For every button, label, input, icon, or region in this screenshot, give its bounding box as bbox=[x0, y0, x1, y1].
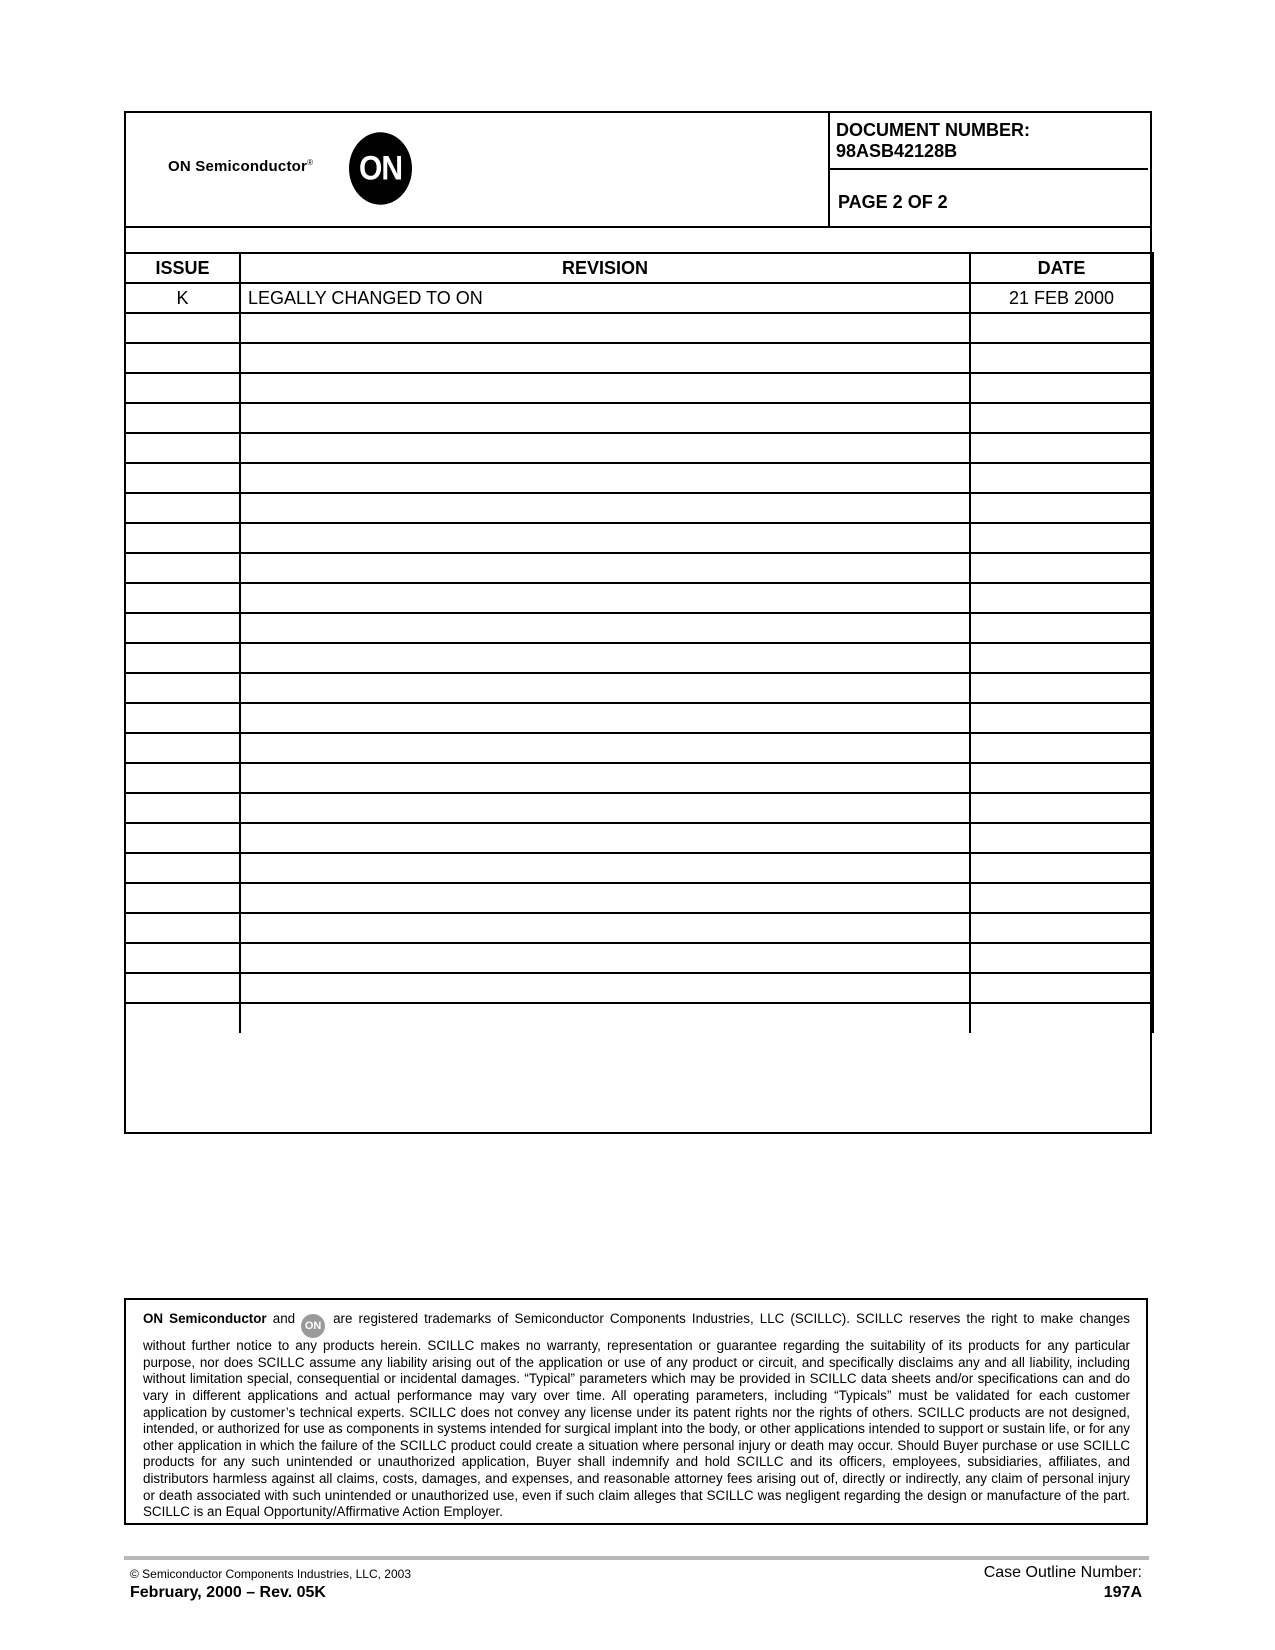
issue-cell bbox=[125, 583, 240, 613]
date-cell bbox=[970, 943, 1153, 973]
issue-cell bbox=[125, 733, 240, 763]
table-row bbox=[125, 733, 1153, 763]
date-cell bbox=[970, 763, 1153, 793]
date-cell bbox=[970, 1003, 1153, 1033]
revision-cell bbox=[240, 793, 970, 823]
legal-disclaimer bbox=[124, 1298, 1148, 1525]
revision-cell bbox=[240, 703, 970, 733]
date-cell bbox=[970, 973, 1153, 1003]
table-row bbox=[125, 793, 1153, 823]
table-row bbox=[125, 613, 1153, 643]
revision-cell bbox=[240, 613, 970, 643]
revision-cell bbox=[240, 493, 970, 523]
table-row bbox=[125, 433, 1153, 463]
date-cell bbox=[970, 823, 1153, 853]
revision-cell bbox=[240, 583, 970, 613]
column-header-date: DATE bbox=[970, 253, 1153, 283]
copyright: © Semiconductor Components Industries, LLC, 2003 bbox=[130, 1567, 411, 1581]
revision-cell bbox=[240, 463, 970, 493]
date-cell bbox=[970, 433, 1153, 463]
revision-cell bbox=[240, 763, 970, 793]
table-row bbox=[125, 1003, 1153, 1033]
table-row bbox=[125, 883, 1153, 913]
issue-cell bbox=[125, 673, 240, 703]
issue-cell bbox=[125, 823, 240, 853]
date-cell bbox=[970, 313, 1153, 343]
issue-cell bbox=[125, 523, 240, 553]
date-cell bbox=[970, 883, 1153, 913]
revision-cell bbox=[240, 733, 970, 763]
revision-date: February, 2000 – Rev. 05K bbox=[130, 1584, 326, 1601]
document-number: 98ASB42128B bbox=[836, 141, 958, 161]
revision-cell bbox=[240, 823, 970, 853]
issue-cell bbox=[125, 643, 240, 673]
header-divider bbox=[830, 168, 1148, 170]
revision-cell bbox=[240, 313, 970, 343]
table-row bbox=[125, 283, 1153, 313]
date-cell bbox=[970, 373, 1153, 403]
footer-rule bbox=[124, 1556, 1149, 1560]
issue-cell bbox=[125, 763, 240, 793]
revision-cell bbox=[240, 373, 970, 403]
table-row bbox=[125, 973, 1153, 1003]
revision-cell bbox=[240, 913, 970, 943]
issue-cell bbox=[125, 493, 240, 523]
date-cell bbox=[970, 553, 1153, 583]
issue-cell bbox=[125, 853, 240, 883]
table-row bbox=[125, 553, 1153, 583]
revision-cell bbox=[240, 853, 970, 883]
date-cell bbox=[970, 853, 1153, 883]
revision-cell bbox=[240, 643, 970, 673]
table-row bbox=[125, 673, 1153, 703]
issue-cell bbox=[125, 703, 240, 733]
issue-cell bbox=[125, 1003, 240, 1033]
issue-cell bbox=[125, 343, 240, 373]
disclaimer-brand: ON Semiconductor bbox=[143, 1311, 267, 1326]
issue-cell bbox=[125, 433, 240, 463]
disclaimer-and: and bbox=[272, 1311, 296, 1326]
table-row bbox=[125, 463, 1153, 493]
page-indicator: PAGE 2 OF 2 bbox=[838, 192, 948, 212]
date-cell bbox=[970, 493, 1153, 523]
table-row bbox=[125, 373, 1153, 403]
issue-cell bbox=[125, 973, 240, 1003]
issue-cell bbox=[125, 403, 240, 433]
column-header-revision: REVISION bbox=[240, 253, 970, 283]
document-number-label: DOCUMENT NUMBER: bbox=[836, 120, 1030, 140]
date-cell bbox=[970, 523, 1153, 553]
issue-cell bbox=[125, 553, 240, 583]
revision-cell bbox=[240, 433, 970, 463]
revision-cell bbox=[240, 943, 970, 973]
issue-cell bbox=[125, 913, 240, 943]
issue-cell bbox=[125, 373, 240, 403]
revision-cell bbox=[240, 523, 970, 553]
date-cell bbox=[970, 793, 1153, 823]
revision-cell bbox=[240, 1003, 970, 1033]
issue-cell bbox=[125, 943, 240, 973]
date-cell bbox=[970, 403, 1153, 433]
date-cell bbox=[970, 913, 1153, 943]
date-cell bbox=[970, 733, 1153, 763]
case-outline-label: Case Outline Number: bbox=[983, 1564, 1142, 1581]
date-cell bbox=[970, 583, 1153, 613]
issue-cell bbox=[125, 313, 240, 343]
issue-cell bbox=[125, 613, 240, 643]
table-row bbox=[125, 643, 1153, 673]
table-row bbox=[125, 313, 1153, 343]
revision-cell: LEGALLY CHANGED TO ON bbox=[240, 283, 970, 313]
date-cell bbox=[970, 643, 1153, 673]
table-row bbox=[125, 823, 1153, 853]
column-header-issue: ISSUE bbox=[125, 253, 240, 283]
date-cell bbox=[970, 673, 1153, 703]
revision-cell bbox=[240, 673, 970, 703]
company-name: ON Semiconductor® bbox=[168, 158, 314, 175]
revision-cell bbox=[240, 553, 970, 583]
revision-table bbox=[124, 252, 1154, 1033]
revision-cell bbox=[240, 883, 970, 913]
table-row bbox=[125, 943, 1153, 973]
date-cell bbox=[970, 343, 1153, 373]
date-cell bbox=[970, 703, 1153, 733]
revision-cell bbox=[240, 973, 970, 1003]
issue-cell bbox=[125, 883, 240, 913]
table-row bbox=[125, 913, 1153, 943]
revision-table-header bbox=[125, 253, 1153, 283]
issue-cell: K bbox=[125, 283, 240, 313]
table-row bbox=[125, 523, 1153, 553]
table-row bbox=[125, 343, 1153, 373]
issue-cell bbox=[125, 463, 240, 493]
table-row bbox=[125, 403, 1153, 433]
revision-cell bbox=[240, 403, 970, 433]
disclaimer-text: are registered trademarks of Semiconductor Components Industries, LLC (SCILLC). SCILLC reserves the right to make changes without further notice to any products herein. SCILLC makes no warranty, representation or guarantee regarding the suitability of its products for any particular purpose, nor does SCILLC assume any liability arising out of the application or use of any product or circuit, and specifically disclaims any and all liability, including without limitation special, consequential or incidental damages. “Typical” parameters which may be provided in SCILLC data sheets and/or specifications can and do vary in different applications and actual performance may vary over time. All operating parameters, including “Typicals” must be validated for each customer application by customer’s technical experts. SCILLC does not convey any license under its patent rights nor the rights of others. SCILLC products are not designed, intended, or authorized for use as components in systems intended for surgical implant into the body, or other applications intended to support or sustain life, or for any other application in which the failure of the SCILLC product could create a situation where personal injury or death may occur. Should Buyer purchase or use SCILLC products for any such unintended or unauthorized application, Buyer shall indemnify and hold SCILLC and its officers, employees, subsidiaries, affiliates, and distributors harmless against all claims, costs, damages, and expenses, and reasonable attorney fees arising out of, directly or indirectly, any claim of personal injury or death associated with such unintended or unauthorized use, even if such claim alleges that SCILLC was negligent regarding the design or manufacture of the part. SCILLC is an Equal Opportunity/Affirmative Action Employer. bbox=[143, 1311, 1130, 1520]
issue-cell bbox=[125, 793, 240, 823]
table-row bbox=[125, 853, 1153, 883]
date-cell bbox=[970, 613, 1153, 643]
date-cell: 21 FEB 2000 bbox=[970, 283, 1153, 313]
table-row bbox=[125, 703, 1153, 733]
table-row bbox=[125, 493, 1153, 523]
case-outline-number: 197A bbox=[1103, 1584, 1142, 1601]
table-row bbox=[125, 763, 1153, 793]
date-cell bbox=[970, 463, 1153, 493]
on-logo-icon: ON bbox=[349, 132, 412, 204]
on-logo-small-icon: ON bbox=[301, 1314, 325, 1338]
table-row bbox=[125, 583, 1153, 613]
revision-cell bbox=[240, 343, 970, 373]
